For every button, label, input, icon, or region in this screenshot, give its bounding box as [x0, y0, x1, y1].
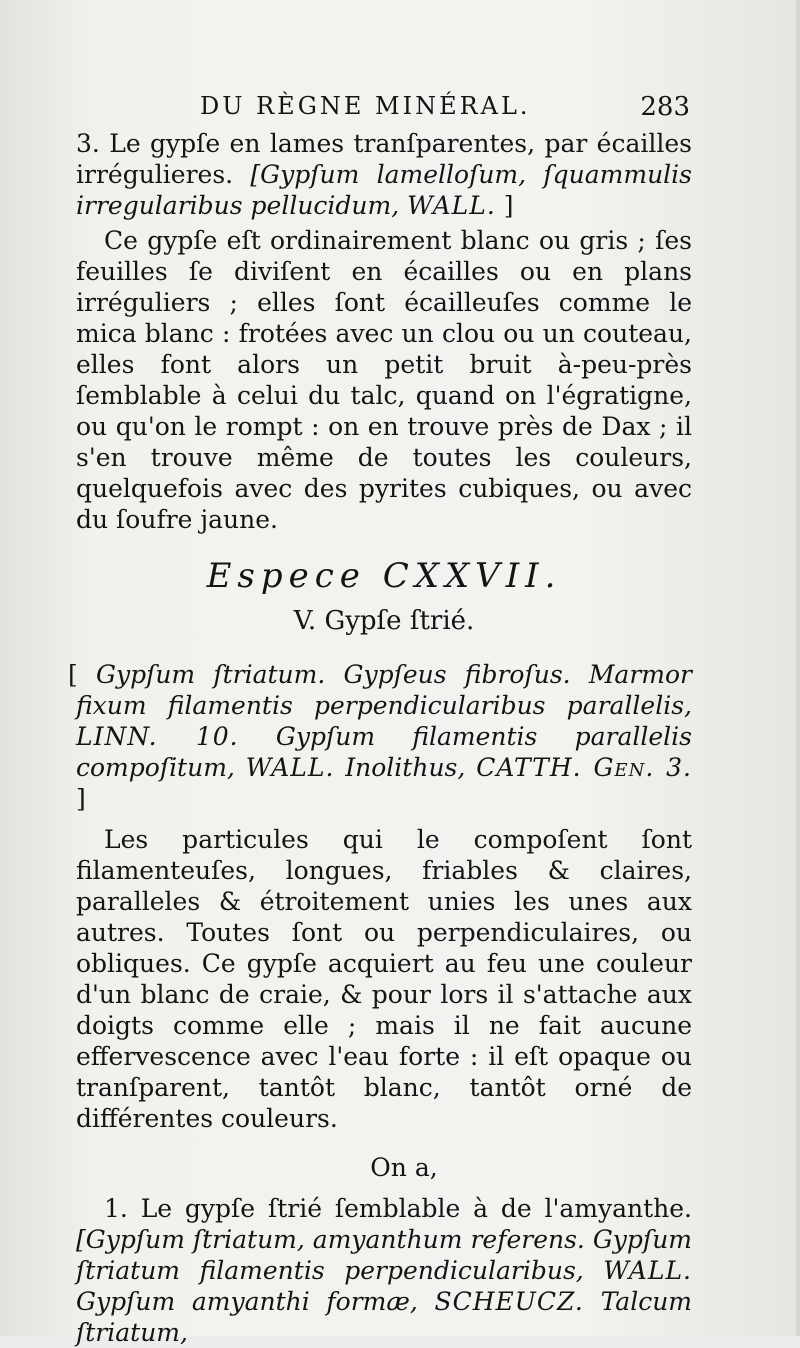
variety-3-author: WALL. [407, 191, 496, 220]
synonyms-block [68, 659, 693, 814]
page-edge [796, 0, 800, 1336]
on-a-line: On a, [370, 1153, 438, 1182]
synonyms-part-2: Gypſum filamentis parallelis compoſitum, [76, 722, 693, 782]
variety-1-label: 1. Le gypſe ſtrié ſemblable à de l'amyanthe. [104, 1194, 692, 1223]
variety-1-latin-b: Gypſum amyanthi formæ, [76, 1287, 418, 1316]
variety-1-latin-c: Talcum ſtriatum, [76, 1287, 693, 1347]
variety-3-entry [76, 128, 692, 221]
species-title: V. Gypſe ſtrié. [293, 606, 475, 636]
page-number: 283 [640, 92, 690, 122]
variety-1-scheucz: SCHEUCZ. [434, 1287, 584, 1316]
variety-3-close: ] [503, 191, 514, 220]
description-paragraph-2: Les particules qui le compoſent ſont filamenteuſes, longues, friables & claires, paralleles & étroitement unies les unes aux autres. Toutes ſont ou perpendiculaires, ou obliques. Ce gypſe acquiert au feu une couleur d'un blanc de craie, & pour lors il s'attache aux doigts comme elle ; mais il ne fait aucune effervescence avec l'eau forte : il eſt opaque ou tranſparent, tantôt blanc, tantôt orné de différentes couleurs. [76, 825, 692, 1133]
synonyms-wall: WALL. [245, 753, 335, 782]
synonyms-close: ] [76, 784, 86, 813]
synonyms-catth: CATTH. Gen. 3. [476, 753, 692, 782]
variety-3-label: 3. Le gypſe en lames tranſparentes, par écailles irrégulieres. [76, 129, 692, 189]
synonyms-part-1: Gypſum ſtriatum. Gypſeus fibroſus. Marmor fixum filamentis perpendicularibus parallelis, [76, 660, 692, 720]
species-heading: Espece CXXVII. [206, 556, 562, 596]
variety-1-wall: WALL. [603, 1256, 692, 1285]
variety-1-latin-a: [Gypſum ſtriatum, amyanthum referens. Gypſum ſtriatum filamentis perpendicularibus, [76, 1225, 692, 1285]
variety-1-entry [76, 1193, 692, 1348]
running-title: DU RÈGNE MINÉRAL. [200, 92, 531, 120]
synonyms-part-3: Inolithus, [345, 753, 466, 782]
body-text [68, 128, 693, 1348]
variety-3-latin: [Gypſum lamelloſum, ſquammulis irregularibus pellucidum, [76, 160, 692, 220]
page-header [200, 92, 690, 128]
description-paragraph-1: Ce gypſe eſt ordinairement blanc ou gris ; ſes feuilles ſe diviſent en écailles ou en plans irréguliers ; elles ſont écailleuſes comme le mica blanc : frotées avec un clou ou un couteau, elles font alors un petit bruit à-peu-près ſemblable à celui du talc, quand on l'égratigne, ou qu'on le rompt : on en trouve près de Dax ; il s'en trouve même de toutes les couleurs, quelquefois avec des pyrites cubiques, ou avec du ſoufre jaune. [76, 226, 692, 534]
synonyms-open: [ [68, 660, 78, 689]
synonyms-linn: LINN. 10. [76, 722, 239, 751]
